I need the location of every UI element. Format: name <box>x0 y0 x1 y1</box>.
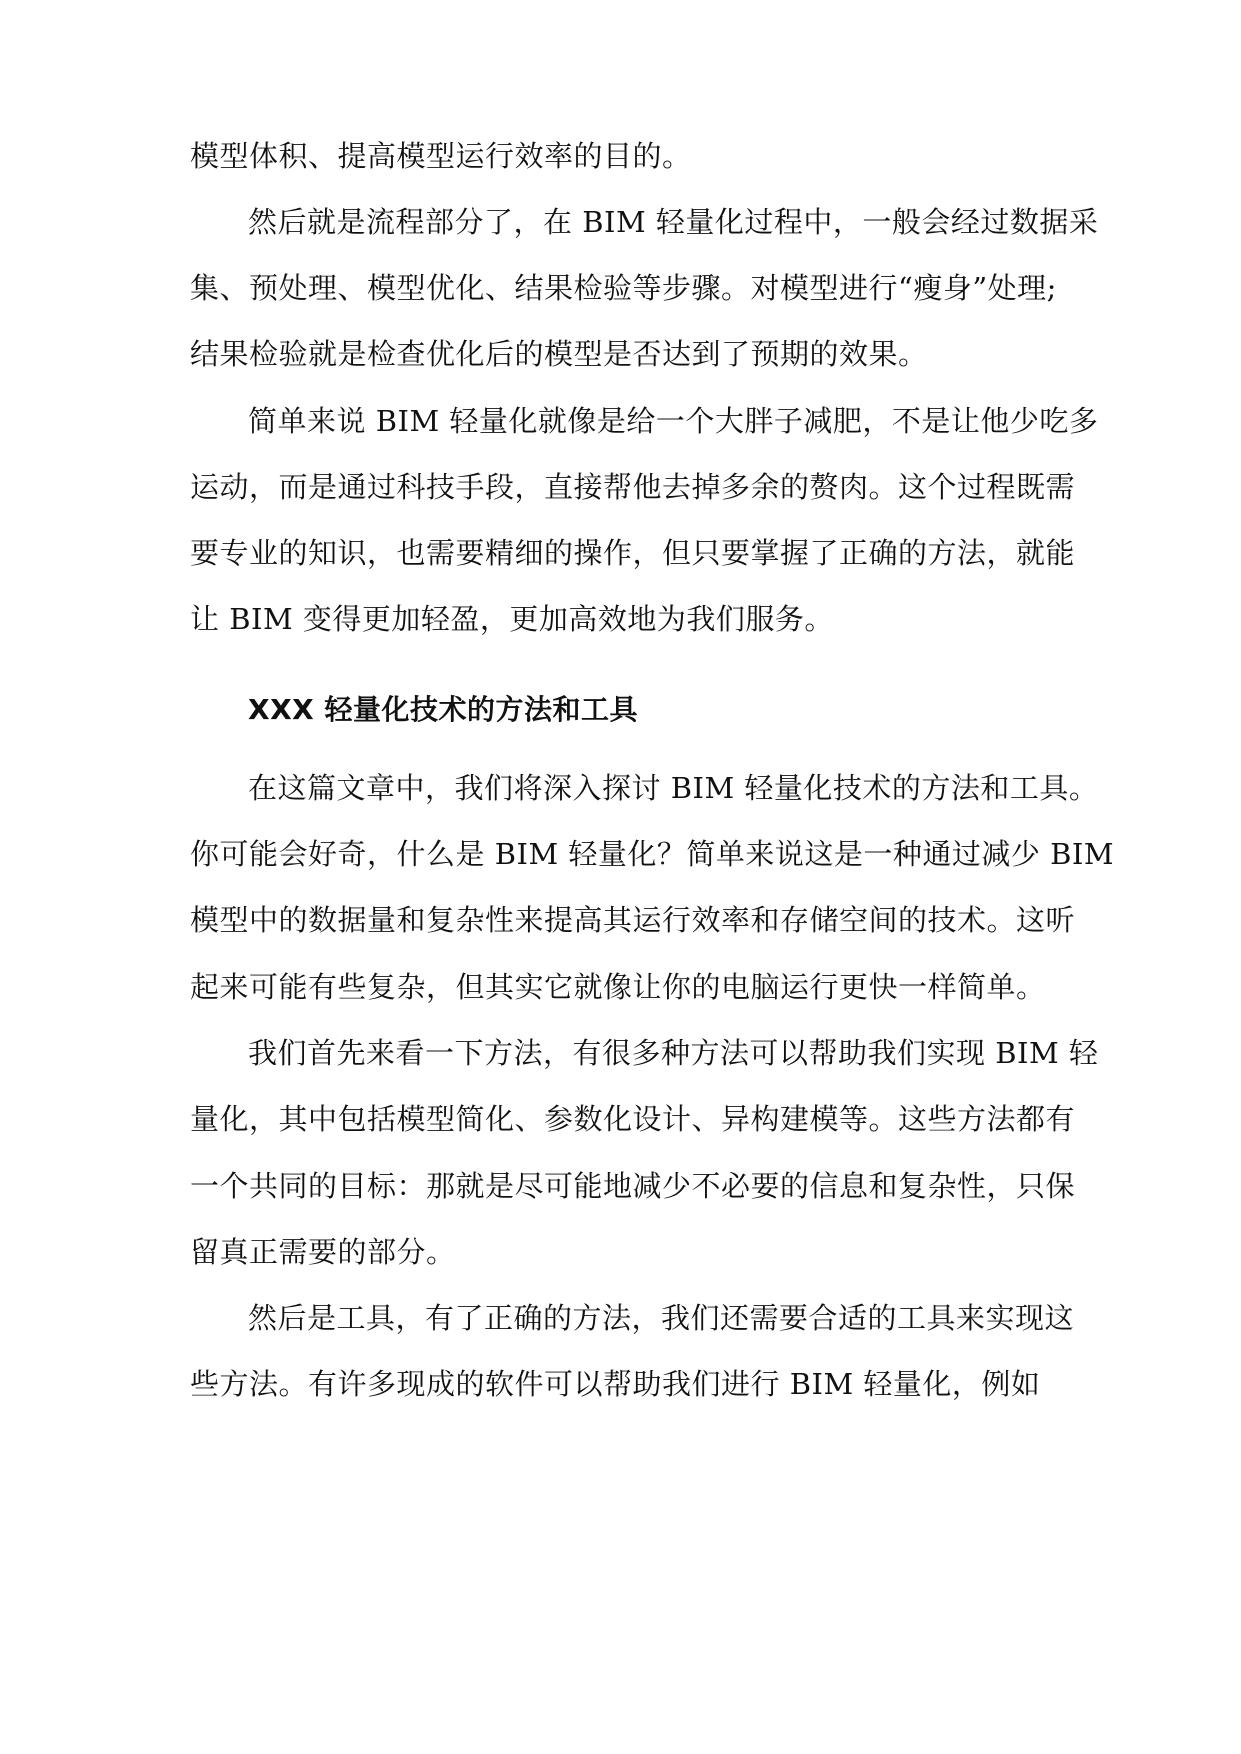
text-line: 然后是工具，有了正确的方法，我们还需要合适的工具来实现这 <box>248 1301 1075 1335</box>
text-line: 模型体积、提高模型运行效率的目的。 <box>190 139 692 173</box>
text-line: 让 BIM 变得更加轻盈，更加高效地为我们服务。 <box>190 602 834 636</box>
text-line: 模型中的数据量和复杂性来提高其运行效率和存储空间的技术。这听 <box>190 903 1076 937</box>
text-line: 留真正需要的部分。 <box>190 1235 456 1269</box>
text-line: 我们首先来看一下方法，有很多种方法可以帮助我们实现 BIM 轻 <box>248 1036 1099 1070</box>
text-line: 然后就是流程部分了，在 BIM 轻量化过程中，一般会经过数据采 <box>248 205 1099 239</box>
text-line: 起来可能有些复杂，但其实它就像让你的电脑运行更快一样简单。 <box>190 970 1046 1004</box>
text-line: 简单来说 BIM 轻量化就像是给一个大胖子减肥，不是让他少吃多 <box>248 404 1099 438</box>
text-line: 你可能会好奇，什么是 BIM 轻量化？简单来说这是一种通过减少 BIM <box>190 837 1115 871</box>
section-heading: XXX 轻量化技术的方法和工具 <box>248 693 639 726</box>
text-line: 量化，其中包括模型简化、参数化设计、异构建模等。这些方法都有 <box>190 1102 1076 1136</box>
text-line: 要专业的知识，也需要精细的操作，但只要掌握了正确的方法，就能 <box>190 536 1076 570</box>
text-line: 一个共同的目标：那就是尽可能地减少不必要的信息和复杂性，只保 <box>190 1169 1076 1203</box>
text-line: 运动，而是通过科技手段，直接帮他去掉多余的赘肉。这个过程既需 <box>190 470 1076 504</box>
text-line: 集、预处理、模型优化、结果检验等步骤。对模型进行“瘦身”处理; <box>190 271 1057 305</box>
text-line: 结果检验就是检查优化后的模型是否达到了预期的效果。 <box>190 337 928 371</box>
text-line: 在这篇文章中，我们将深入探讨 BIM 轻量化技术的方法和工具。 <box>248 771 1099 805</box>
text-line: 些方法。有许多现成的软件可以帮助我们进行 BIM 轻量化，例如 <box>190 1367 1041 1401</box>
